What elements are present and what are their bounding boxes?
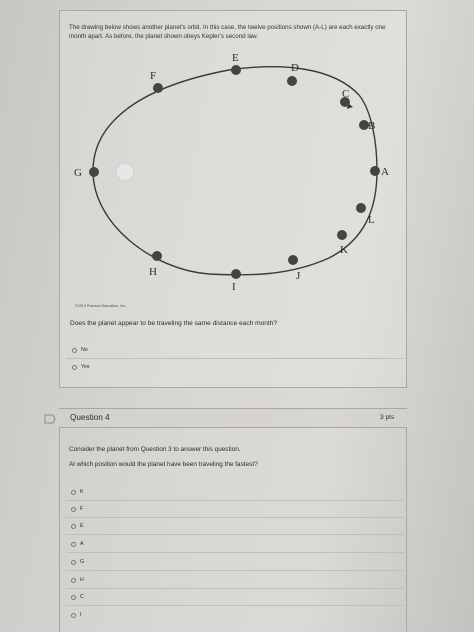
planet-position-F — [153, 83, 163, 93]
question-4-title: Question 4 — [70, 413, 110, 422]
option-label: F — [80, 506, 84, 512]
planet-position-L — [356, 203, 366, 213]
figure-credit: ©2013 Pearson Education, Inc. — [75, 304, 127, 308]
option-label: G — [80, 559, 85, 565]
radio-button[interactable] — [72, 348, 77, 353]
sun-star — [116, 163, 134, 181]
option-label: No — [81, 347, 88, 353]
orbit-diagram — [59, 50, 407, 300]
option-divider — [66, 605, 404, 606]
radio-button[interactable] — [71, 560, 76, 565]
question-4-body — [59, 428, 407, 632]
q4-option-K[interactable] — [71, 489, 83, 495]
label-C: C — [342, 88, 350, 100]
label-K: K — [340, 244, 348, 256]
radio-button[interactable] — [71, 613, 76, 618]
q4-option-H[interactable] — [71, 577, 84, 583]
question-3-prompt: Does the planet appear to be traveling the same distance each month? — [70, 320, 278, 327]
question-4-prompt: At which position would the planet have been traveling the fastest? — [69, 461, 258, 468]
option-label: C — [80, 594, 84, 600]
label-A: A — [381, 166, 389, 178]
planet-position-K — [337, 230, 347, 240]
label-G: G — [74, 167, 82, 179]
label-F: F — [150, 70, 157, 82]
label-E: E — [232, 52, 239, 64]
radio-button[interactable] — [71, 542, 76, 547]
label-B: B — [368, 120, 376, 132]
option-divider — [66, 570, 404, 571]
option-divider — [66, 517, 404, 518]
question-4-context: Consider the planet from Question 3 to answer this question. — [69, 446, 241, 453]
option-divider — [66, 534, 404, 535]
q4-option-A[interactable] — [71, 541, 83, 547]
option-divider — [66, 500, 404, 501]
radio-button[interactable] — [71, 578, 76, 583]
q4-option-E[interactable] — [71, 523, 83, 529]
radio-button[interactable] — [71, 524, 76, 529]
planet-position-G — [89, 167, 99, 177]
radio-button[interactable] — [72, 365, 77, 370]
label-J: J — [296, 270, 301, 282]
planet-position-E — [231, 65, 241, 75]
q3-option-no[interactable] — [72, 347, 88, 353]
option-label: A — [80, 541, 84, 547]
planet-position-I — [231, 269, 241, 279]
radio-button[interactable] — [71, 490, 76, 495]
q4-option-G[interactable] — [71, 559, 84, 565]
option-label: H — [80, 577, 84, 583]
radio-button[interactable] — [71, 595, 76, 600]
q3-option-yes[interactable] — [72, 364, 89, 370]
planet-position-D — [287, 76, 297, 86]
option-label: Yes — [81, 364, 90, 370]
q4-option-F[interactable] — [71, 506, 83, 512]
label-H: H — [149, 266, 157, 278]
radio-button[interactable] — [71, 507, 76, 512]
orbit-ellipse — [93, 67, 377, 275]
orbit-figure — [59, 50, 407, 300]
planet-position-J — [288, 255, 298, 265]
q4-option-I[interactable] — [71, 612, 81, 618]
planet-position-H — [152, 251, 162, 261]
label-L: L — [368, 214, 375, 226]
label-I: I — [232, 281, 236, 293]
option-divider — [66, 552, 404, 553]
option-label: E — [80, 523, 84, 529]
planet-position-A — [370, 166, 380, 176]
label-D: D — [291, 62, 299, 74]
question-3-intro: The drawing below shows another planet's orbit. In this case, the twelve positions shown (A-L) are each exactly one month apart. As before, the planet shown obeys Kepler's second law. — [69, 24, 386, 40]
option-label: I — [80, 612, 82, 618]
q4-option-C[interactable] — [71, 594, 84, 600]
option-divider — [66, 588, 404, 589]
option-label: K — [80, 489, 84, 495]
question-4-points: 3 pts — [380, 414, 395, 421]
flag-question-icon[interactable] — [43, 412, 57, 426]
option-divider — [66, 358, 404, 359]
question-4-header — [59, 408, 407, 428]
